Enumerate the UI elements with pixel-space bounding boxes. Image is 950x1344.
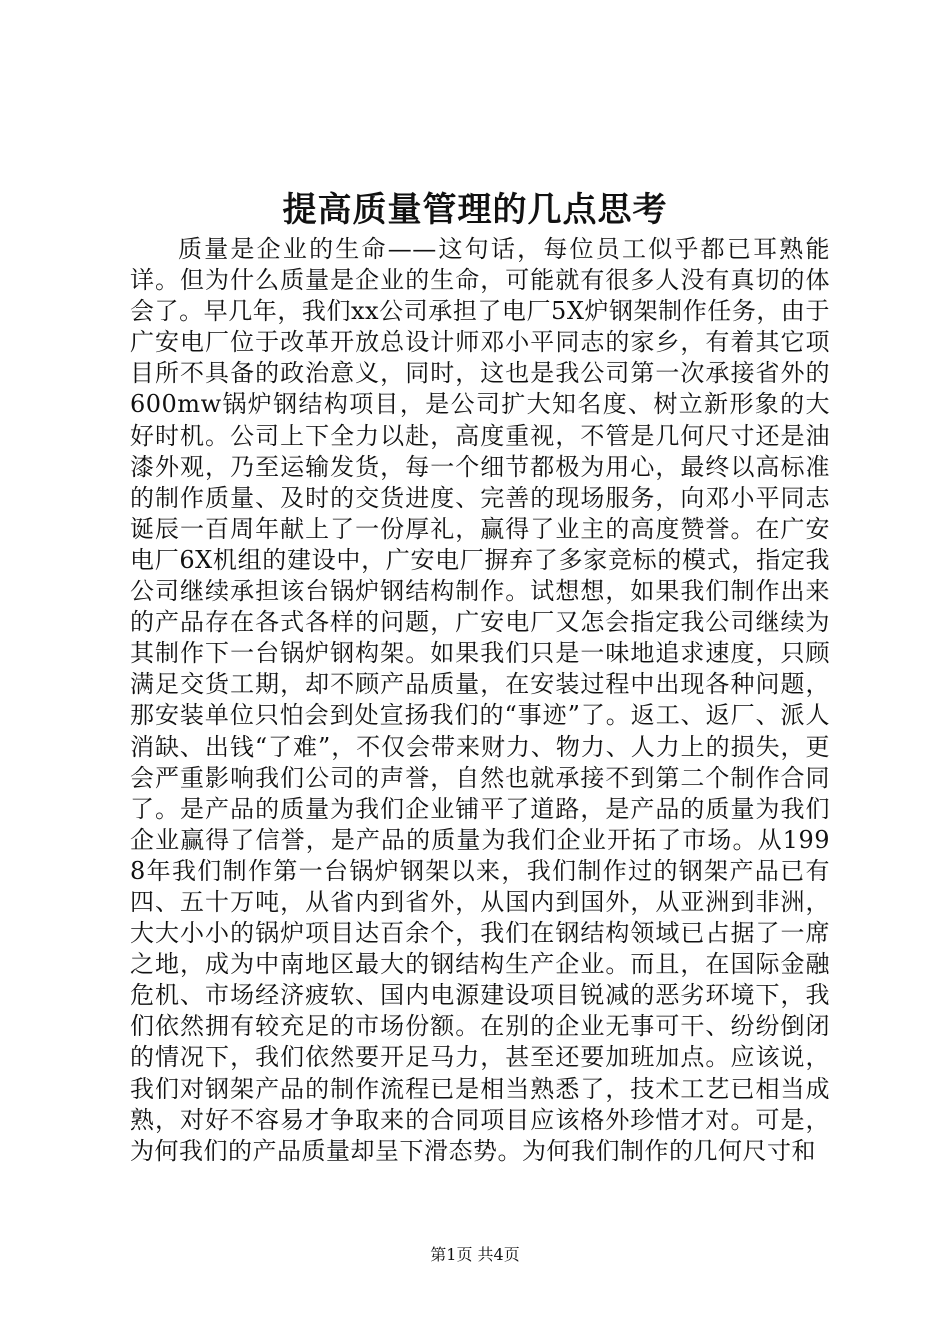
body-paragraph: 质量是企业的生命——这句话，每位员工似乎都已耳熟能详。但为什么质量是企业的生命，可能就有很多人没有真切的体会了。早几年，我们xx公司承担了电厂5X炉钢架制作任务，由于广安电厂位于改革开放总设计师邓小平同志的家乡，有着其它项目所不具备的政治意义，同时，这也是我公司第一次承接省外的600mw锅炉钢结构项目，是公司扩大知名度、树立新形象的大好时机。公司上下全力以赴，高度重视，不管是几何尺寸还是油漆外观，乃至运输发货，每一个细节都极为用心，最终以高标准的制作质量、及时的交货进度、完善的现场服务，向邓小平同志诞辰一百周年献上了一份厚礼，赢得了业主的高度赞誉。在广安电厂6X机组的建设中，广安电厂摒弃了多家竞标的模式，指定我公司继续承担该台锅炉钢结构制作。试想想，如果我们制作出来的产品存在各式各样的问题，广安电厂又怎会指定我公司继续为其制作下一台锅炉钢构架。如果我们只是一味地追求速度，只顾满足交货工期，却不顾产品质量，在安装过程中出现各种问题，那安装单位只怕会到处宣扬我们的“事迹”了。返工、返厂、派人消缺、出钱“了难”，不仅会带来财力、物力、人力上的损失，更会严重影响我们公司的声誉，自然也就承接不到第二个制作合同了。是产品的质量为我们企业铺平了道路，是产品的质量为我们企业赢得了信誉，是产品的质量为我们企业开拓了市场。从1998年我们制作第一台锅炉钢架以来，我们制作过的钢架产品已有四、五十万吨，从省内到省外，从国内到国外，从亚洲到非洲，大大小小的锅炉项目达百余个，我们在钢结构领域已占据了一席之地，成为中南地区最大的钢结构生产企业。而且，在国际金融危机、市场经济疲软、国内电源建设项目锐减的恶劣环境下，我们依然拥有较充足的市场份额。在别的企业无事可干、纷纷倒闭的情况下，我们依然要开足马力，甚至还要加班加点。应该说，我们对钢架产品的制作流程已是相当熟悉了，技术工艺已相当成熟，对好不容易才争取来的合同项目应该格外珍惜才对。可是，为何我们的产品质量却呈下滑态势。为何我们制作的几何尺寸和: [130, 235, 830, 1165]
document-title: 提高质量管理的几点思考: [282, 190, 668, 230]
page-number-footer: 第1页 共4页: [430, 1245, 520, 1264]
